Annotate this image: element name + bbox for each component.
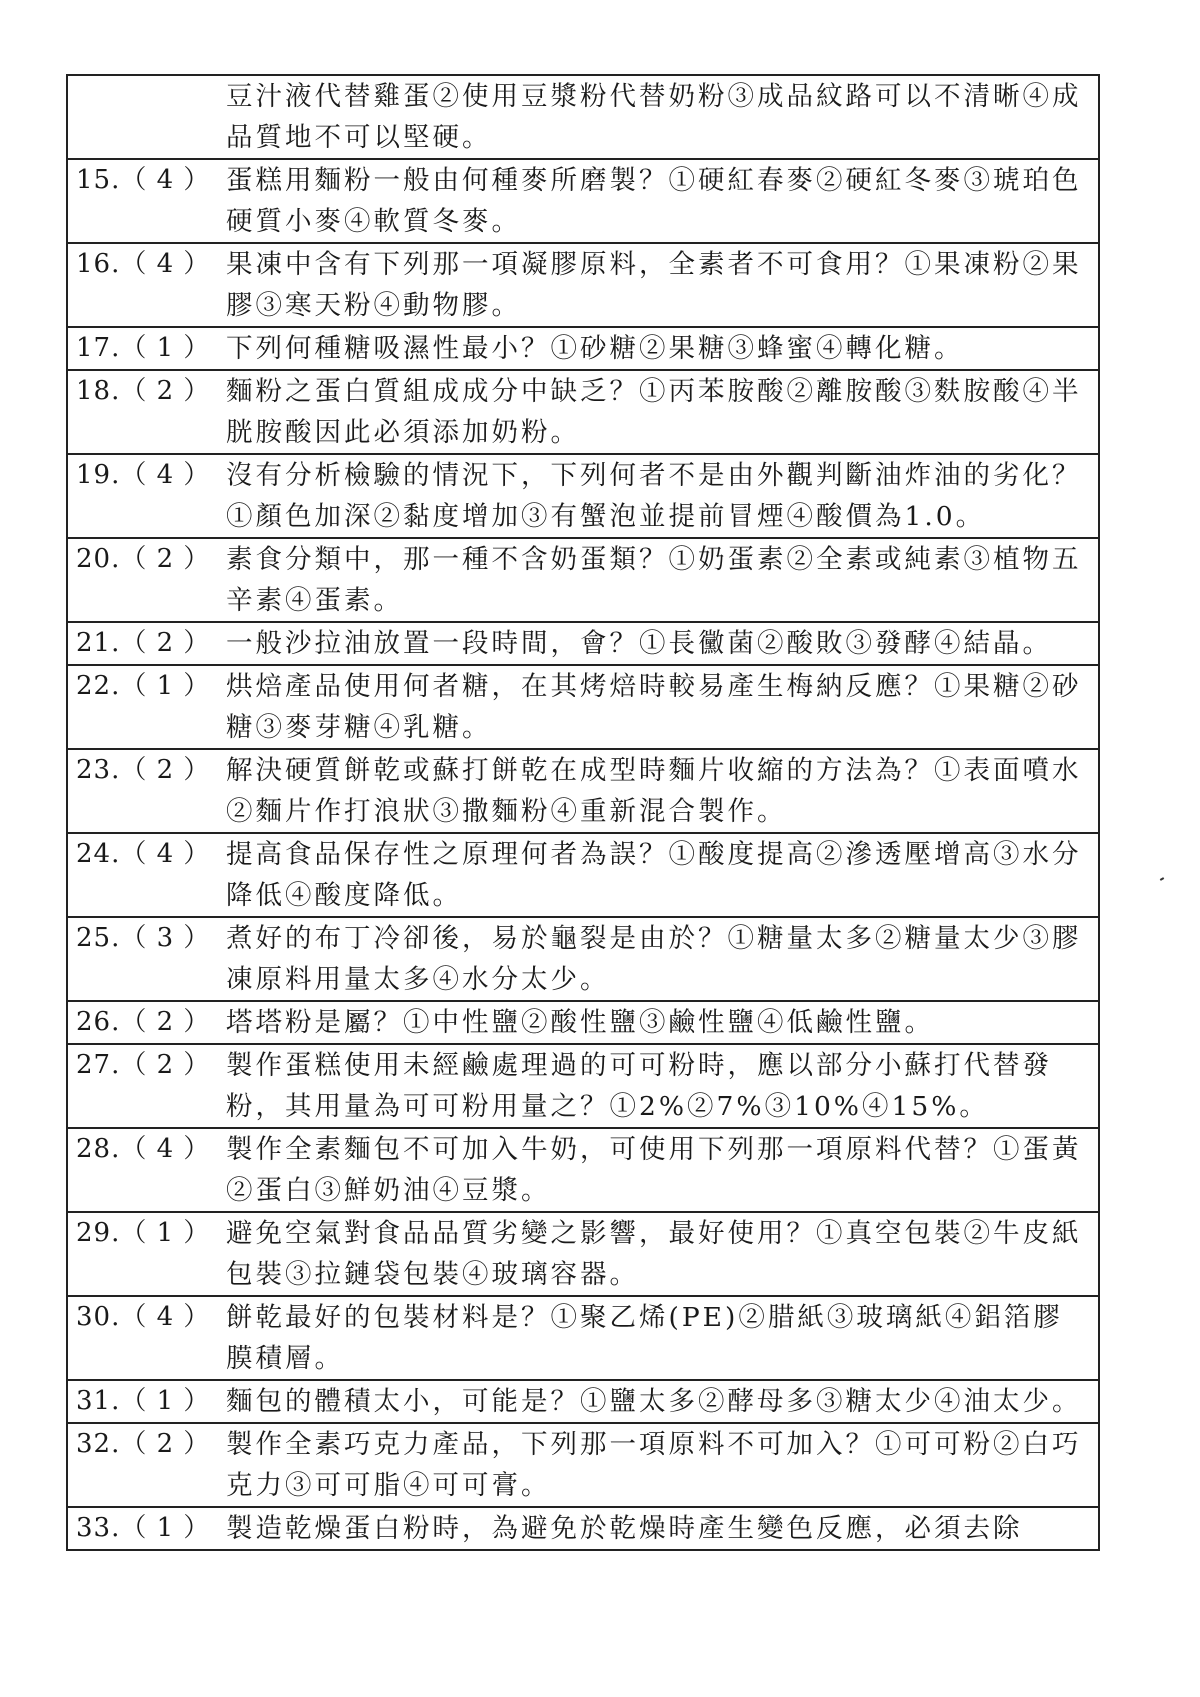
question-row (66, 160, 1100, 244)
question-text: 解決硬質餅乾或蘇打餅乾在成型時麵片收縮的方法為？①表面噴水②麵片作打浪狀③撒麵粉④重新混合製作。 (226, 755, 1082, 827)
question-row (66, 328, 1100, 371)
question-text: 沒有分析檢驗的情況下，下列何者不是由外觀判斷油炸油的劣化？①顏色加深②黏度增加③有蟹泡並提前冒煙④酸價為1.0。 (226, 460, 1082, 532)
question-number: 19.（ 4 ） (76, 460, 211, 490)
question-number: 15.（ 4 ） (76, 165, 211, 195)
question-row (66, 1045, 1100, 1129)
question-text: 素食分類中，那一種不含奶蛋類？①奶蛋素②全素或純素③植物五辛素④蛋素。 (226, 544, 1082, 616)
question-row (66, 918, 1100, 1002)
question-row (66, 1129, 1100, 1213)
question-number: 32.（ 2 ） (76, 1429, 211, 1459)
question-text: 製作全素巧克力產品，下列那一項原料不可加入？①可可粉②白巧克力③可可脂④可可膏。 (226, 1429, 1082, 1501)
question-row (66, 455, 1100, 539)
question-number: 17.（ 1 ） (76, 333, 211, 363)
question-row (66, 539, 1100, 623)
question-row (66, 1381, 1100, 1424)
question-row (66, 371, 1100, 455)
question-text: 果凍中含有下列那一項凝膠原料，全素者不可食用？①果凍粉②果膠③寒天粉④動物膠。 (226, 249, 1082, 321)
question-text: 餅乾最好的包裝材料是？①聚乙烯(PE)②腊紙③玻璃紙④鋁箔膠膜積層。 (226, 1302, 1063, 1374)
question-text: 製作蛋糕使用未經鹼處理過的可可粉時，應以部分小蘇打代替發粉，其用量為可可粉用量之？①2%②7%③10%④15%。 (226, 1050, 1052, 1122)
question-table (66, 74, 1100, 1551)
question-row (66, 1213, 1100, 1297)
question-number: 16.（ 4 ） (76, 249, 211, 279)
question-number: 26.（ 2 ） (76, 1007, 211, 1037)
question-text: 麵包的體積太小，可能是？①鹽太多②酵母多③糖太少④油太少。 (226, 1386, 1082, 1417)
question-text: 煮好的布丁冷卻後，易於龜裂是由於？①糖量太多②糖量太少③膠凍原料用量太多④水分太少。 (226, 923, 1082, 995)
question-row (66, 834, 1100, 918)
question-number: 33.（ 1 ） (76, 1513, 211, 1543)
question-number: 31.（ 1 ） (76, 1386, 211, 1416)
question-text: 烘焙產品使用何者糖，在其烤焙時較易產生梅納反應？①果糖②砂糖③麥芽糖④乳糖。 (226, 671, 1082, 743)
question-text: 製作全素麵包不可加入牛奶，可使用下列那一項原料代替？①蛋黃②蛋白③鮮奶油④豆漿。 (226, 1134, 1082, 1206)
question-text: 豆汁液代替雞蛋②使用豆漿粉代替奶粉③成品紋路可以不清晰④成品質地不可以堅硬。 (226, 81, 1082, 153)
question-row (66, 750, 1100, 834)
question-number (68, 76, 226, 158)
question-text: 塔塔粉是屬？①中性鹽②酸性鹽③鹼性鹽④低鹼性鹽。 (226, 1007, 934, 1038)
question-row (66, 1297, 1100, 1381)
question-text: 提高食品保存性之原理何者為誤？①酸度提高②滲透壓增高③水分降低④酸度降低。 (226, 839, 1082, 911)
question-text: 麵粉之蛋白質組成成分中缺乏？①丙苯胺酸②離胺酸③麩胺酸④半胱胺酸因此必須添加奶粉。 (226, 376, 1082, 448)
question-row (66, 666, 1100, 750)
question-number: 25.（ 3 ） (76, 923, 211, 953)
question-row (66, 1424, 1100, 1508)
question-text: 製造乾燥蛋白粉時，為避免於乾燥時產生變色反應，必須去除 (226, 1513, 1023, 1544)
question-row (66, 623, 1100, 666)
question-row (66, 244, 1100, 328)
question-number: 28.（ 4 ） (76, 1134, 211, 1164)
question-number: 18.（ 2 ） (76, 376, 211, 406)
question-number: 29.（ 1 ） (76, 1218, 211, 1248)
question-number: 21.（ 2 ） (76, 628, 211, 658)
scan-mark (1160, 877, 1164, 881)
question-text: 下列何種糖吸濕性最小？①砂糖②果糖③蜂蜜④轉化糖。 (226, 333, 964, 364)
question-number: 30.（ 4 ） (76, 1302, 211, 1332)
question-number: 23.（ 2 ） (76, 755, 211, 785)
question-number: 24.（ 4 ） (76, 839, 211, 869)
question-text: 一般沙拉油放置一段時間，會？①長黴菌②酸敗③發酵④結晶。 (226, 628, 1052, 659)
question-row (66, 1002, 1100, 1045)
question-text: 蛋糕用麵粉一般由何種麥所磨製？①硬紅春麥②硬紅冬麥③琥珀色硬質小麥④軟質冬麥。 (226, 165, 1082, 237)
question-text: 避免空氣對食品品質劣變之影響，最好使用？①真空包裝②牛皮紙包裝③拉鏈袋包裝④玻璃容器。 (226, 1218, 1082, 1290)
question-number: 22.（ 1 ） (76, 671, 211, 701)
question-row (66, 74, 1100, 160)
question-row (66, 1508, 1100, 1551)
question-number: 20.（ 2 ） (76, 544, 211, 574)
question-number: 27.（ 2 ） (76, 1050, 211, 1080)
